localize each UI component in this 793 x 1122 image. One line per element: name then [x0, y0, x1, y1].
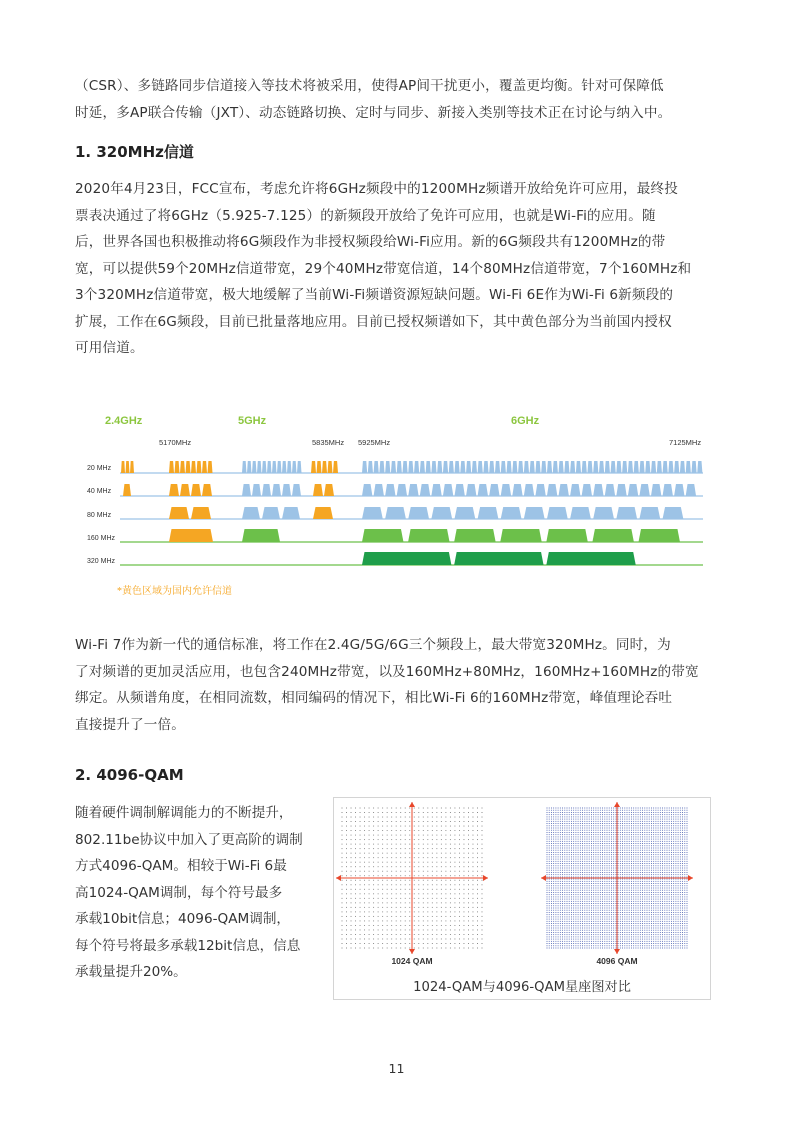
channel-5g-40-dfs: [272, 484, 281, 496]
channel-6g-20: [674, 461, 679, 473]
channel-6g-40: [489, 484, 499, 496]
channel-6g-20: [483, 461, 488, 473]
channel-6g-20: [426, 461, 431, 473]
band-label-6g: 6GHz: [511, 415, 540, 427]
text-line: 2020年4月23日，FCC宣布，考虑允许将6GHz频段中的1200MHz频谱开放给免许可应用，最终投: [75, 181, 679, 197]
channel-5g-20: [175, 461, 180, 473]
channel-6g-20: [524, 461, 529, 473]
section1b-paragraph: [75, 632, 725, 738]
qam-4096-label: 4096 QAM: [596, 956, 638, 966]
channel-6g-20: [651, 461, 656, 473]
channel-6g-160: [638, 529, 679, 542]
channel-6g-40: [501, 484, 511, 496]
channel-6g-20: [634, 461, 639, 473]
channel-6g-40: [628, 484, 638, 496]
channel-6g-20: [691, 461, 696, 473]
channel-6g-20: [622, 461, 627, 473]
channel-6g-20: [391, 461, 396, 473]
channel-6g-320: [454, 552, 543, 565]
channel-5g-20: [311, 461, 316, 473]
channel-5g-20-dfs: [242, 461, 247, 473]
channel-6g-80: [431, 507, 452, 519]
channel-5g-20-dfs: [277, 461, 282, 473]
text-line: 票表决通过了将6GHz（5.925-7.125）的新频段开放给了免许可应用，也就是Wi-Fi的应用。随: [75, 207, 656, 224]
channel-6g-40: [639, 484, 649, 496]
channel-6g-20: [501, 461, 506, 473]
channel-5g-80: [313, 507, 333, 519]
band-label-5g: 5GHz: [238, 415, 267, 427]
axis-arrowhead: [688, 875, 693, 881]
row-label: 160 MHz: [87, 535, 116, 542]
channel-6g-80: [362, 507, 383, 519]
channel-6g-20: [402, 461, 407, 473]
channel-6g-40: [605, 484, 615, 496]
channel-6g-40: [616, 484, 626, 496]
channel-6g-20: [530, 461, 535, 473]
channel-5g-20-dfs: [282, 461, 287, 473]
channel-5g-20: [322, 461, 327, 473]
channel-6g-20: [385, 461, 390, 473]
text-line: 扩展，工作在6G频段，目前已批量落地应用。目前已授权频谱如下，其中黄色部分为当前国内授权: [75, 313, 672, 330]
row-label: 40 MHz: [87, 488, 112, 495]
channel-6g-40: [651, 484, 661, 496]
qam-figure: [333, 797, 711, 1000]
channel-6g-20: [368, 461, 373, 473]
channel-6g-40: [478, 484, 488, 496]
channel-6g-20: [506, 461, 511, 473]
spectrum-figure: [75, 400, 725, 615]
channel-2g4-20: [126, 461, 130, 473]
channel-6g-160: [408, 529, 449, 542]
channel-6g-20: [460, 461, 465, 473]
channel-6g-20: [628, 461, 633, 473]
channel-5g-40: [191, 484, 201, 496]
channel-6g-40: [674, 484, 684, 496]
channel-5g-160-dfs: [242, 529, 280, 542]
freq-label: 7125MHz: [669, 438, 702, 447]
channel-5g-40: [313, 484, 323, 496]
channel-5g-20: [197, 461, 202, 473]
channel-6g-20: [466, 461, 471, 473]
text-line: 直接提升了一倍。: [75, 716, 185, 733]
channel-5g-40-dfs: [252, 484, 261, 496]
channel-6g-80: [570, 507, 591, 519]
channel-2g4-20: [130, 461, 134, 473]
channel-6g-20: [553, 461, 558, 473]
channel-5g-80-dfs: [262, 507, 280, 519]
row-label: 320 MHz: [87, 558, 116, 565]
channel-6g-40: [582, 484, 592, 496]
channel-6g-20: [518, 461, 523, 473]
channel-5g-40: [324, 484, 334, 496]
channel-6g-40: [466, 484, 476, 496]
text-line: 3个320MHz信道带宽，极大地缓解了当前Wi-Fi频谱资源短缺问题。Wi-Fi 6E作为Wi-Fi 6新频段的: [75, 287, 674, 303]
channel-5g-40: [180, 484, 190, 496]
text-line: 方式4096-QAM。相较于Wi-Fi 6最: [75, 858, 287, 874]
channel-5g-20: [180, 461, 185, 473]
channel-5g-20: [317, 461, 322, 473]
intro-paragraph: [75, 73, 725, 126]
channel-5g-20-dfs: [267, 461, 272, 473]
channel-5g-40: [202, 484, 212, 496]
channel-5g-20: [328, 461, 333, 473]
channel-6g-20: [657, 461, 662, 473]
channel-5g-20: [191, 461, 196, 473]
channel-6g-20: [454, 461, 459, 473]
channel-6g-40: [408, 484, 418, 496]
channel-5g-20: [169, 461, 174, 473]
channel-5g-20-dfs: [297, 461, 302, 473]
channel-6g-20: [559, 461, 564, 473]
channel-6g-20: [379, 461, 384, 473]
channel-6g-20: [512, 461, 517, 473]
channel-6g-20: [495, 461, 500, 473]
text-line: 承载量提升20%。: [75, 964, 187, 980]
qam-constellation-diagram: [334, 798, 710, 999]
channel-6g-20: [437, 461, 442, 473]
text-line: 可用信道。: [75, 340, 144, 356]
channel-6g-40: [362, 484, 372, 496]
text-line: 802.11be协议中加入了更高阶的调制: [75, 831, 303, 848]
channel-6g-40: [385, 484, 395, 496]
axis-arrowhead: [614, 802, 620, 807]
channel-6g-20: [616, 461, 621, 473]
channel-6g-80: [501, 507, 522, 519]
channel-6g-80: [547, 507, 568, 519]
channel-2g4-40: [123, 484, 131, 496]
channel-6g-160: [500, 529, 541, 542]
text-line: 后，世界各国也积极推动将6G频段作为非授权频段给Wi-Fi应用。新的6G频段共有1200MHz的带: [75, 234, 666, 250]
channel-6g-20: [668, 461, 673, 473]
channel-6g-40: [593, 484, 603, 496]
channel-6g-20: [564, 461, 569, 473]
channel-6g-20: [645, 461, 650, 473]
channel-5g-80: [169, 507, 189, 519]
channel-6g-20: [478, 461, 483, 473]
axis-arrowhead: [336, 875, 341, 881]
channel-2g4-20: [121, 461, 125, 473]
channel-6g-40: [663, 484, 673, 496]
channel-6g-20: [680, 461, 685, 473]
channel-6g-80: [408, 507, 429, 519]
channel-6g-40: [686, 484, 696, 496]
channel-5g-80-dfs: [242, 507, 260, 519]
text-line: 绑定。从频谱角度，在相同流数，相同编码的情况下，相比Wi-Fi 6的160MHz带宽，峰值理论吞吐: [75, 690, 673, 706]
channel-6g-20: [408, 461, 413, 473]
channel-6g-20: [547, 461, 552, 473]
channel-6g-80: [454, 507, 475, 519]
channel-6g-20: [686, 461, 691, 473]
channel-6g-20: [582, 461, 587, 473]
text-line: 了对频谱的更加灵活应用，也包含240MHz带宽，以及160MHz+80MHz，160MHz+160MHz的带宽: [75, 663, 699, 680]
section2-heading: 2. 4096-QAM: [75, 766, 184, 784]
channel-6g-20: [587, 461, 592, 473]
channel-6g-20: [541, 461, 546, 473]
channel-6g-20: [397, 461, 402, 473]
freq-label: 5170MHz: [159, 438, 192, 447]
channel-6g-80: [385, 507, 406, 519]
channel-6g-40: [535, 484, 545, 496]
channel-6g-160: [592, 529, 633, 542]
channel-6g-20: [414, 461, 419, 473]
channel-6g-20: [576, 461, 581, 473]
channel-5g-40-dfs: [242, 484, 251, 496]
channel-6g-80: [663, 507, 684, 519]
band-label-2g4: 2.4GHz: [105, 415, 143, 427]
channel-6g-20: [489, 461, 494, 473]
channel-5g-40-dfs: [292, 484, 301, 496]
axis-arrowhead: [614, 949, 620, 954]
channel-5g-20: [202, 461, 207, 473]
channel-6g-40: [559, 484, 569, 496]
channel-6g-80: [524, 507, 545, 519]
channel-5g-20-dfs: [252, 461, 257, 473]
channel-6g-20: [535, 461, 540, 473]
channel-5g-20-dfs: [287, 461, 292, 473]
freq-label: 5925MHz: [358, 438, 391, 447]
channel-5g-40-dfs: [282, 484, 291, 496]
intro-line: 时延，多AP联合传输（JXT）、动态链路切换、定时与同步、新接入类别等技术正在讨论与纳入中。: [75, 104, 672, 121]
channel-6g-80: [639, 507, 660, 519]
channel-6g-160: [546, 529, 587, 542]
channel-6g-40: [431, 484, 441, 496]
row-label: 20 MHz: [87, 465, 112, 472]
channel-6g-20: [449, 461, 454, 473]
channel-5g-160: [169, 529, 213, 542]
channel-6g-20: [570, 461, 575, 473]
channel-6g-20: [611, 461, 616, 473]
channel-6g-40: [454, 484, 464, 496]
channel-5g-40-dfs: [262, 484, 271, 496]
channel-6g-40: [420, 484, 430, 496]
spectrum-note: *黄色区域为国内允许信道: [117, 586, 232, 597]
text-line: 宽，可以提供59个20MHz信道带宽，29个40MHz带宽信道，14个80MHz信道带宽，7个160MHz和: [75, 260, 692, 277]
channel-5g-20: [333, 461, 338, 473]
axis-arrowhead: [541, 875, 546, 881]
qam-caption: 1024-QAM与4096-QAM星座图对比: [413, 980, 631, 995]
section1-paragraph: [75, 176, 725, 362]
axis-arrowhead: [483, 875, 488, 881]
spectrum-diagram: [75, 400, 725, 615]
channel-6g-40: [524, 484, 534, 496]
channel-6g-320: [362, 552, 451, 565]
channel-5g-20-dfs: [262, 461, 267, 473]
channel-6g-40: [512, 484, 522, 496]
text-line: 每个符号将最多承载12bit信息，信息: [75, 937, 301, 954]
channel-5g-20-dfs: [247, 461, 252, 473]
channel-6g-160: [454, 529, 495, 542]
channel-6g-20: [420, 461, 425, 473]
text-line: 随着硬件调制解调能力的不断提升，: [75, 805, 293, 821]
channel-6g-80: [616, 507, 637, 519]
axis-arrowhead: [409, 802, 415, 807]
channel-5g-20: [186, 461, 191, 473]
channel-6g-160: [362, 529, 403, 542]
channel-6g-40: [443, 484, 453, 496]
text-line: 高1024-QAM调制，每个符号最多: [75, 884, 283, 901]
channel-5g-20-dfs: [272, 461, 277, 473]
channel-6g-20: [599, 461, 604, 473]
channel-5g-80-dfs: [282, 507, 300, 519]
channel-6g-20: [639, 461, 644, 473]
channel-6g-40: [547, 484, 557, 496]
channel-6g-80: [593, 507, 614, 519]
qam-1024-label: 1024 QAM: [391, 956, 433, 966]
channel-6g-20: [374, 461, 379, 473]
channel-6g-40: [570, 484, 580, 496]
channel-6g-20: [663, 461, 668, 473]
channel-6g-40: [397, 484, 407, 496]
section2-paragraph: [75, 800, 321, 986]
channel-5g-20-dfs: [257, 461, 262, 473]
channel-6g-320: [546, 552, 635, 565]
channel-5g-20-dfs: [292, 461, 297, 473]
channel-6g-20: [362, 461, 367, 473]
channel-6g-20: [443, 461, 448, 473]
channel-6g-80: [478, 507, 499, 519]
intro-line: （CSR）、多链路同步信道接入等技术将被采用，使得AP间干扰更小，覆盖更均衡。针对可保障低: [75, 78, 664, 94]
channel-6g-20: [472, 461, 477, 473]
page-number: 11: [388, 1061, 405, 1076]
channel-6g-20: [697, 461, 702, 473]
channel-5g-80: [191, 507, 211, 519]
channel-6g-20: [593, 461, 598, 473]
channel-6g-40: [374, 484, 384, 496]
axis-arrowhead: [409, 949, 415, 954]
channel-5g-20: [208, 461, 213, 473]
text-line: 承载10bit信息；4096-QAM调制，: [75, 911, 291, 927]
channel-6g-20: [431, 461, 436, 473]
text-line: Wi-Fi 7作为新一代的通信标准，将工作在2.4G/5G/6G三个频段上，最大带宽320MHz。同时，为: [75, 637, 671, 653]
channel-5g-40: [169, 484, 179, 496]
channel-6g-20: [605, 461, 610, 473]
row-label: 80 MHz: [87, 512, 112, 519]
section1-heading: 1. 320MHz信道: [75, 143, 194, 161]
freq-label: 5835MHz: [312, 438, 345, 447]
